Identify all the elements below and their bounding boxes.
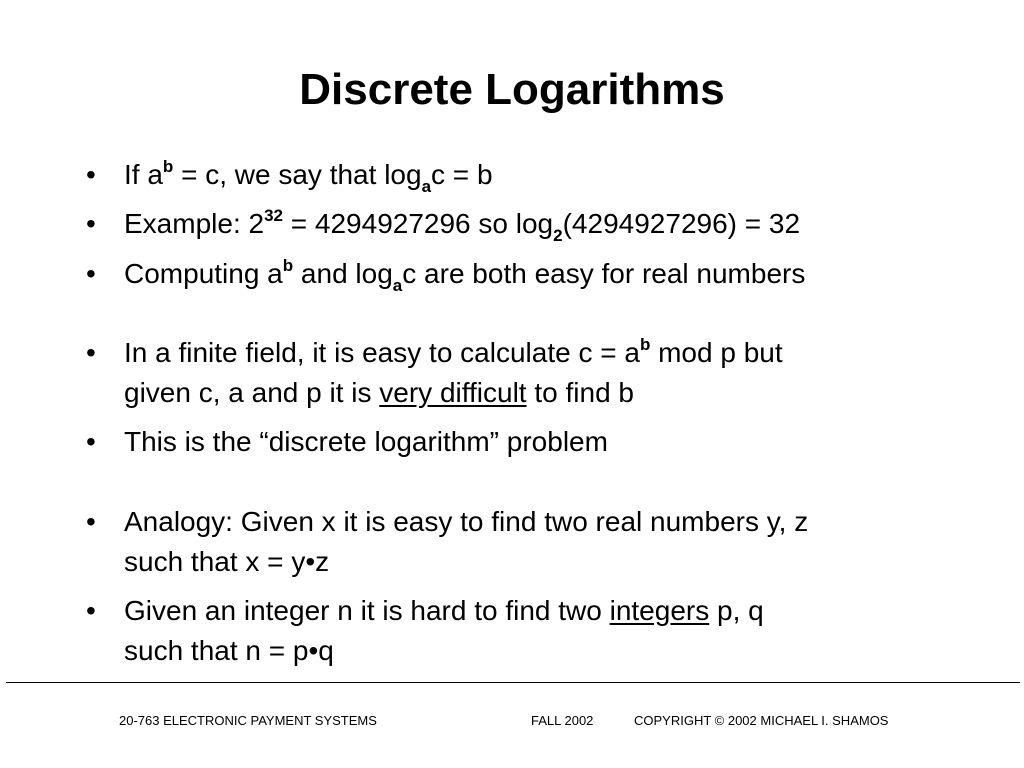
- underlined-emphasis: integers: [609, 595, 710, 626]
- bullet-text: Analogy: Given x it is easy to find two real numbers y, z: [124, 506, 809, 537]
- bullet-text: This is the “discrete logarithm” problem: [124, 426, 608, 457]
- bullet-marker: •: [86, 426, 96, 457]
- underlined-emphasis: very difficult: [379, 377, 527, 408]
- bullet-text: such that x = y•z: [124, 546, 330, 577]
- footer-term: FALL 2002: [531, 713, 594, 728]
- bullet-text: such that n = p•q: [124, 635, 334, 666]
- bullet-text: Given an integer n it is hard to find two integers p, q: [124, 595, 764, 626]
- bullet-text: Example: $2^{32} = 4294927296$ so $\log_2(4294927296) = 32$: [124, 206, 801, 245]
- bullet-marker: •: [86, 337, 96, 368]
- bullet-text: If $a^b = c$, we say that $\log_ac = b$: [124, 157, 493, 196]
- bullet-marker: •: [86, 159, 96, 190]
- bullet-text: In a finite field, it is easy to calculate $c = a^b$ mod p but: [124, 335, 783, 368]
- bullet-marker: •: [86, 506, 96, 537]
- bullet-marker: •: [86, 208, 96, 239]
- bullet-marker: •: [86, 595, 96, 626]
- slide-title: Discrete Logarithms: [299, 65, 725, 114]
- footer-divider: [6, 682, 1020, 683]
- footer-course: 20-763 ELECTRONIC PAYMENT SYSTEMS: [119, 713, 377, 728]
- bullet-text: given c, a and p it is very difficult to find b: [124, 377, 634, 408]
- bullet-text: Computing $a^b$ and $\log_ac$ are both easy for real numbers: [124, 256, 806, 295]
- bullet-marker: •: [86, 258, 96, 289]
- footer-copyright: COPYRIGHT © 2002 MICHAEL I. SHAMOS: [634, 713, 889, 728]
